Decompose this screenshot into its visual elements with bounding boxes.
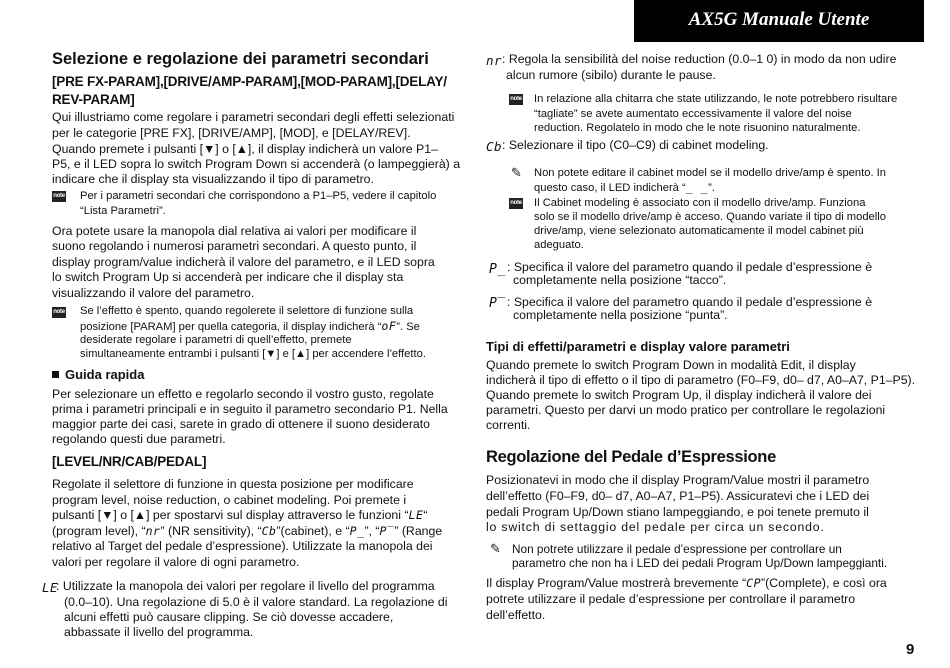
note4-line: Il Cabinet modeling è associato con il modello drive/amp. Funziona: [534, 197, 866, 209]
note-icon: note: [509, 94, 523, 105]
types-line: Quando premete lo switch Program Down in modalità Edit, il display: [486, 358, 856, 372]
lcd-cp-glyph: CP: [746, 576, 762, 590]
guide-line: prima i parametri principali e in seguito il parametro secondario P1. Nella: [52, 402, 448, 416]
section-title: Selezione e regolazione dei parametri secondari: [52, 50, 429, 68]
note4-line: solo se il modello drive/amp è acceso. Quando variate il tipo di modello: [534, 211, 886, 223]
final-line: Il display Program/Value mostrerà brevemente “CP”(Complete), e così ora: [486, 576, 887, 590]
warn1-line: questo caso, il LED indicherà “_ _”.: [534, 180, 715, 194]
lcd-pedal-up-label: P‾: [489, 296, 506, 311]
le-line: abbassate il livello del programma.: [64, 625, 254, 639]
para3-line: (program level), “nr” (NR sensitivity), “Cb”(cabinet), e “P_”, “P‾” (Range: [52, 524, 443, 538]
header-title: AX5G Manuale Utente: [634, 0, 924, 42]
para2-line: visualizzando il valore del parametro.: [52, 286, 255, 300]
pedal-down-line: completamente nella posizione “tacco”.: [513, 273, 727, 287]
pedal-down-line: : Specifica il valore del parametro quando il pedale d’espressione è: [507, 260, 873, 274]
cb-line: : Selezionare il tipo (C0–C9) di cabinet modeling.: [502, 138, 769, 152]
para2-line: display program/value indicherà il valore del parametro, e il LED sopra: [52, 255, 435, 269]
note3-line: “tagliate” se avete aumentato eccessivamente il valore del noise: [534, 108, 852, 120]
note2-line: simultaneamente entrambi i pulsanti [▼] e [▲] per accendere l’effetto.: [80, 348, 426, 360]
note4-line: adeguato.: [534, 239, 584, 251]
para2-line: suono regolando i numerosi parametri secondari. A questo punto, il: [52, 239, 417, 253]
square-bullet-icon: [52, 371, 59, 378]
subheading-level-nr-cab-pedal: [LEVEL/NR/CAB/PEDAL]: [52, 454, 207, 469]
para3-line: program level, noise reduction, o cabinet modeling. Poi premete i: [52, 493, 407, 507]
warn2-line: Non potrete utilizzare il pedale d’espressione per controllare un: [512, 542, 842, 556]
para2-line: lo switch Program Up si accenderà per indicare che il display sta: [52, 270, 404, 284]
note2-line: desiderate regolare i parametri di quell’effetto, premete: [80, 334, 352, 346]
lcd-off-glyph: oF: [381, 319, 397, 333]
lcd-le-label: LE: [42, 580, 59, 595]
pedal-line: pedali Program Up/Down stiano lampeggiando, e poi tenete premuto il: [486, 505, 869, 519]
pencil-warning-icon: ✎: [511, 165, 522, 180]
final-line: dell’effetto.: [486, 608, 546, 622]
note-icon: note: [52, 307, 66, 318]
types-line: Quando premete lo switch Program Up, il display indicherà il valore dei: [486, 388, 872, 402]
le-line: alcuni effetti può causare clipping. Se ciò dovesse accadere,: [64, 610, 394, 624]
lcd-pedal-down-glyph: P_: [349, 524, 365, 538]
lcd-dash-glyph: _ _: [685, 180, 709, 194]
types-line: correnti.: [486, 418, 531, 432]
lcd-nr-glyph: nr: [145, 524, 161, 538]
note-icon: note: [52, 191, 66, 202]
para1-line: indicare che il display sta visualizzando il tipo di parametro.: [52, 172, 374, 186]
pedal-line: Posizionatevi in modo che il display Program/Value mostri il parametro: [486, 473, 870, 487]
para3-line: valori per regolare il valore di ogni parametro.: [52, 555, 300, 569]
types-line: parametri. Questo per darvi un modo pratico per controllare le regolazioni: [486, 403, 886, 417]
note3-line: reduction. Regolatelo in modo che le note risuonino naturalmente.: [534, 122, 861, 134]
quick-guide-title: Guida rapida: [52, 367, 144, 382]
pedal-title: Regolazione del Pedale d’Espressione: [486, 448, 776, 466]
pedal-line: lo switch di settaggio del pedale per circa un secondo.: [486, 520, 825, 534]
pedal-up-line: completamente nella posizione “punta”.: [513, 308, 728, 322]
page-number: 9: [906, 641, 915, 658]
lcd-nr-label: nr: [486, 53, 503, 68]
para1-line: per le categorie [PRE FX], [DRIVE/AMP], [MOD], e [DELAY/REV].: [52, 126, 411, 140]
warn1-line: Non potete editare il cabinet model se il modello drive/amp è spento. In: [534, 167, 886, 179]
para1-line: Qui illustriamo come regolare i parametri secondari degli effetti selezionati: [52, 110, 455, 124]
note2-line: Se l’effetto è spento, quando regolerete il selettore di funzione sulla: [80, 305, 414, 317]
warn2-line: parametro che non ha i LED dei pedali Program Up/Down lampeggianti.: [512, 556, 888, 570]
para1-line: P5, e il LED sopra lo switch Program Down si accenderà (o lampeggierà) a: [52, 157, 461, 171]
guide-line: Per selezionare un effetto e regolarlo secondo il vostro gusto, regolate: [52, 387, 434, 401]
le-line: (0.0–10). Una regolazione di 5.0 è il valore standard. La regolazione di: [64, 595, 448, 609]
para3-line: pulsanti [▼] o [▲] per spostarvi sul display attraverso le funzioni “LE“: [52, 508, 428, 522]
nr-line: alcun rumore (sibilo) durante le pause.: [506, 68, 716, 82]
guide-line: regolando questi due parametri.: [52, 432, 226, 446]
section-subheading: [PRE FX-PARAM],[DRIVE/AMP-PARAM],[MOD-PARAM],[DELAY/ REV-PARAM]: [52, 74, 447, 107]
para1-line: Quando premete i pulsanti [▼] o [▲], il display indicherà un valore P1–: [52, 142, 438, 156]
lcd-le-glyph: LE: [408, 508, 424, 522]
note3-line: In relazione alla chitarra che state utilizzando, le note potrebbero risultare: [534, 93, 898, 105]
note2-line: posizione [PARAM] per quella categoria, il display indicherà “oF”. Se: [80, 319, 420, 333]
final-line: potrete utilizzare il pedale d’espressione per controllare il parametro: [486, 592, 856, 606]
note4-line: drive/amp, viene selezionato automaticamente il model cabinet più: [534, 225, 864, 237]
lcd-pedal-up-glyph: P‾: [379, 524, 395, 538]
note1-line: Per i parametri secondari che corrispondono a P1–P5, vedere il capitolo: [80, 190, 437, 202]
guide-line: maggior parte dei casi, sarete in grado di ottenere il suono desiderato: [52, 417, 431, 431]
lcd-cb-glyph: Cb: [261, 524, 277, 538]
lcd-pedal-down-label: P_: [489, 262, 506, 277]
types-line: indicherà il tipo di effetto o il tipo di parametro (F0–F9, d0– d7, A0–A7, P1–P5).: [486, 373, 916, 387]
para2-line: Ora potete usare la manopola dial relativa ai valori per modificare il: [52, 224, 417, 238]
types-title: Tipi di effetti/parametri e display valore parametri: [486, 339, 790, 354]
pedal-line: dell’effetto (F0–F9, d0– d7, A0–A7, P1–P5). Assicuratevi che i LED dei: [486, 489, 870, 503]
note-icon: note: [509, 198, 523, 209]
nr-line: : Regola la sensibilità del noise reduction (0.0–1 0) in modo da non udire: [502, 52, 897, 66]
note1-line: “Lista Parametri”.: [80, 205, 166, 217]
para3-line: Regolate il selettore di funzione in questa posizione per modificare: [52, 477, 414, 491]
lcd-cb-label: Cb: [486, 139, 503, 154]
pencil-warning-icon: ✎: [490, 541, 501, 556]
pedal-up-line: : Specifica il valore del parametro quando il pedale d’espressione è: [507, 295, 873, 309]
para3-line: relativo al Target del pedale d’espressione). Utilizzate la manopola dei: [52, 539, 433, 553]
le-line: : Utilizzate la manopola dei valori per regolare il livello del programma: [56, 579, 435, 593]
